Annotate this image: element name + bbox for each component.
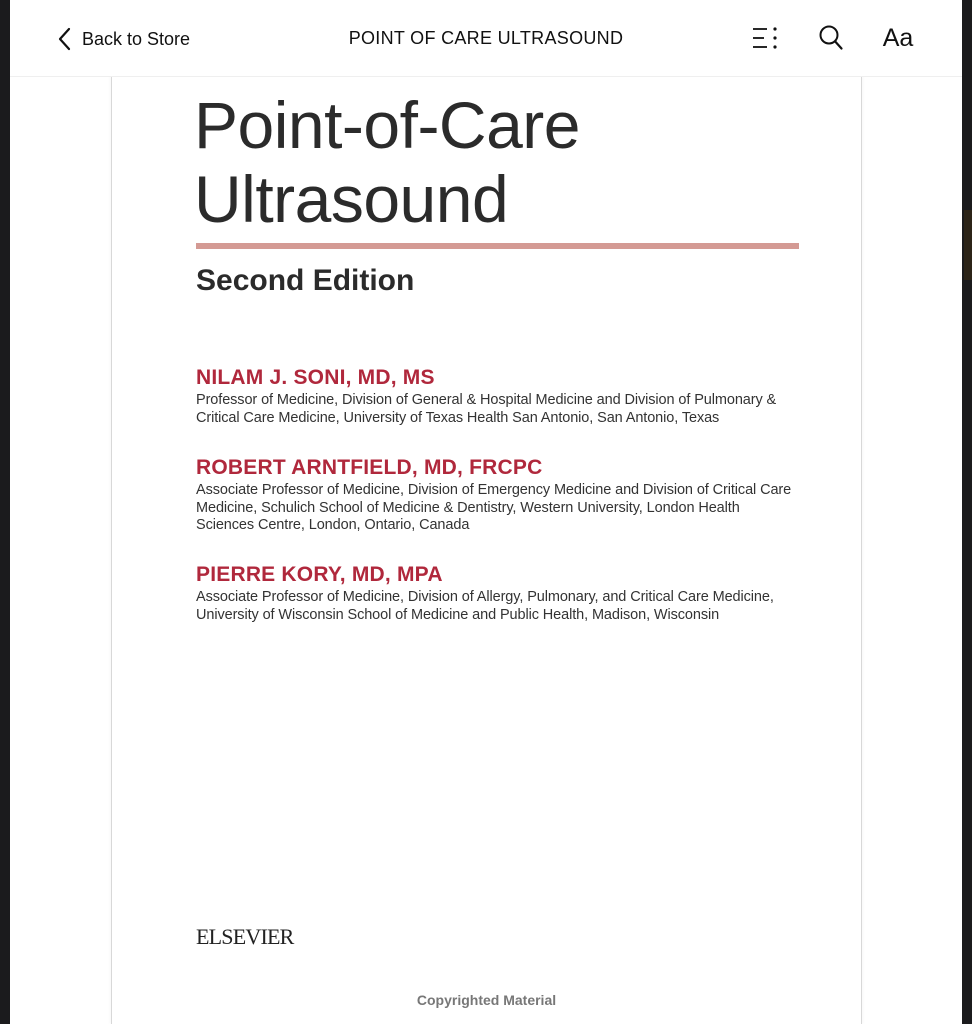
device-frame-left — [0, 0, 10, 1024]
search-icon — [818, 24, 844, 52]
device-frame-right — [962, 0, 972, 1024]
publisher-logo: ELSEVIER — [196, 924, 294, 949]
book-title-line-2: Ultrasound — [194, 162, 509, 236]
author-affiliation: Professor of Medicine, Division of General & Hospital Medicine and Division of Pulmonary & Critical Care Medicine, University of Texas Health San Antonio, San Antonio, Texas — [196, 392, 777, 426]
book-title-header: POINT OF CARE ULTRASOUND — [348, 28, 624, 48]
author-block — [196, 366, 796, 427]
book-page — [111, 76, 862, 1024]
font-settings-button[interactable]: Aa — [882, 23, 914, 52]
author-name: PIERRE KORY, MD, MPA — [196, 563, 443, 586]
reader-toolbar — [10, 0, 962, 77]
table-of-contents-icon — [750, 24, 780, 52]
book-title — [194, 88, 580, 236]
book-title-line-1: Point-of-Care — [194, 88, 580, 162]
frame-strip — [964, 210, 972, 280]
author-affiliation: Associate Professor of Medicine, Division of Allergy, Pulmonary, and Critical Care Medicine, University of Wisconsin School of Medicine and Public Health, Madison, Wisconsin — [196, 589, 774, 623]
author-block — [196, 563, 796, 624]
table-of-contents-button[interactable] — [748, 22, 782, 54]
search-button[interactable] — [814, 22, 848, 54]
author-block — [196, 456, 796, 535]
author-affiliation: Associate Professor of Medicine, Division of Emergency Medicine and Division of Critical Care Medicine, Schulich School of Medicine & Dentistry, Western University, London Health Sciences Centre, London, Ontario, Canada — [196, 482, 792, 533]
copyright-notice: Copyrighted Material — [416, 992, 557, 1008]
back-to-store-label: Back to Store — [82, 28, 191, 49]
title-rule — [196, 243, 799, 249]
author-name: ROBERT ARNTFIELD, MD, FRCPC — [196, 456, 543, 479]
author-name: NILAM J. SONI, MD, MS — [196, 366, 435, 389]
edition-label: Second Edition — [196, 264, 415, 297]
